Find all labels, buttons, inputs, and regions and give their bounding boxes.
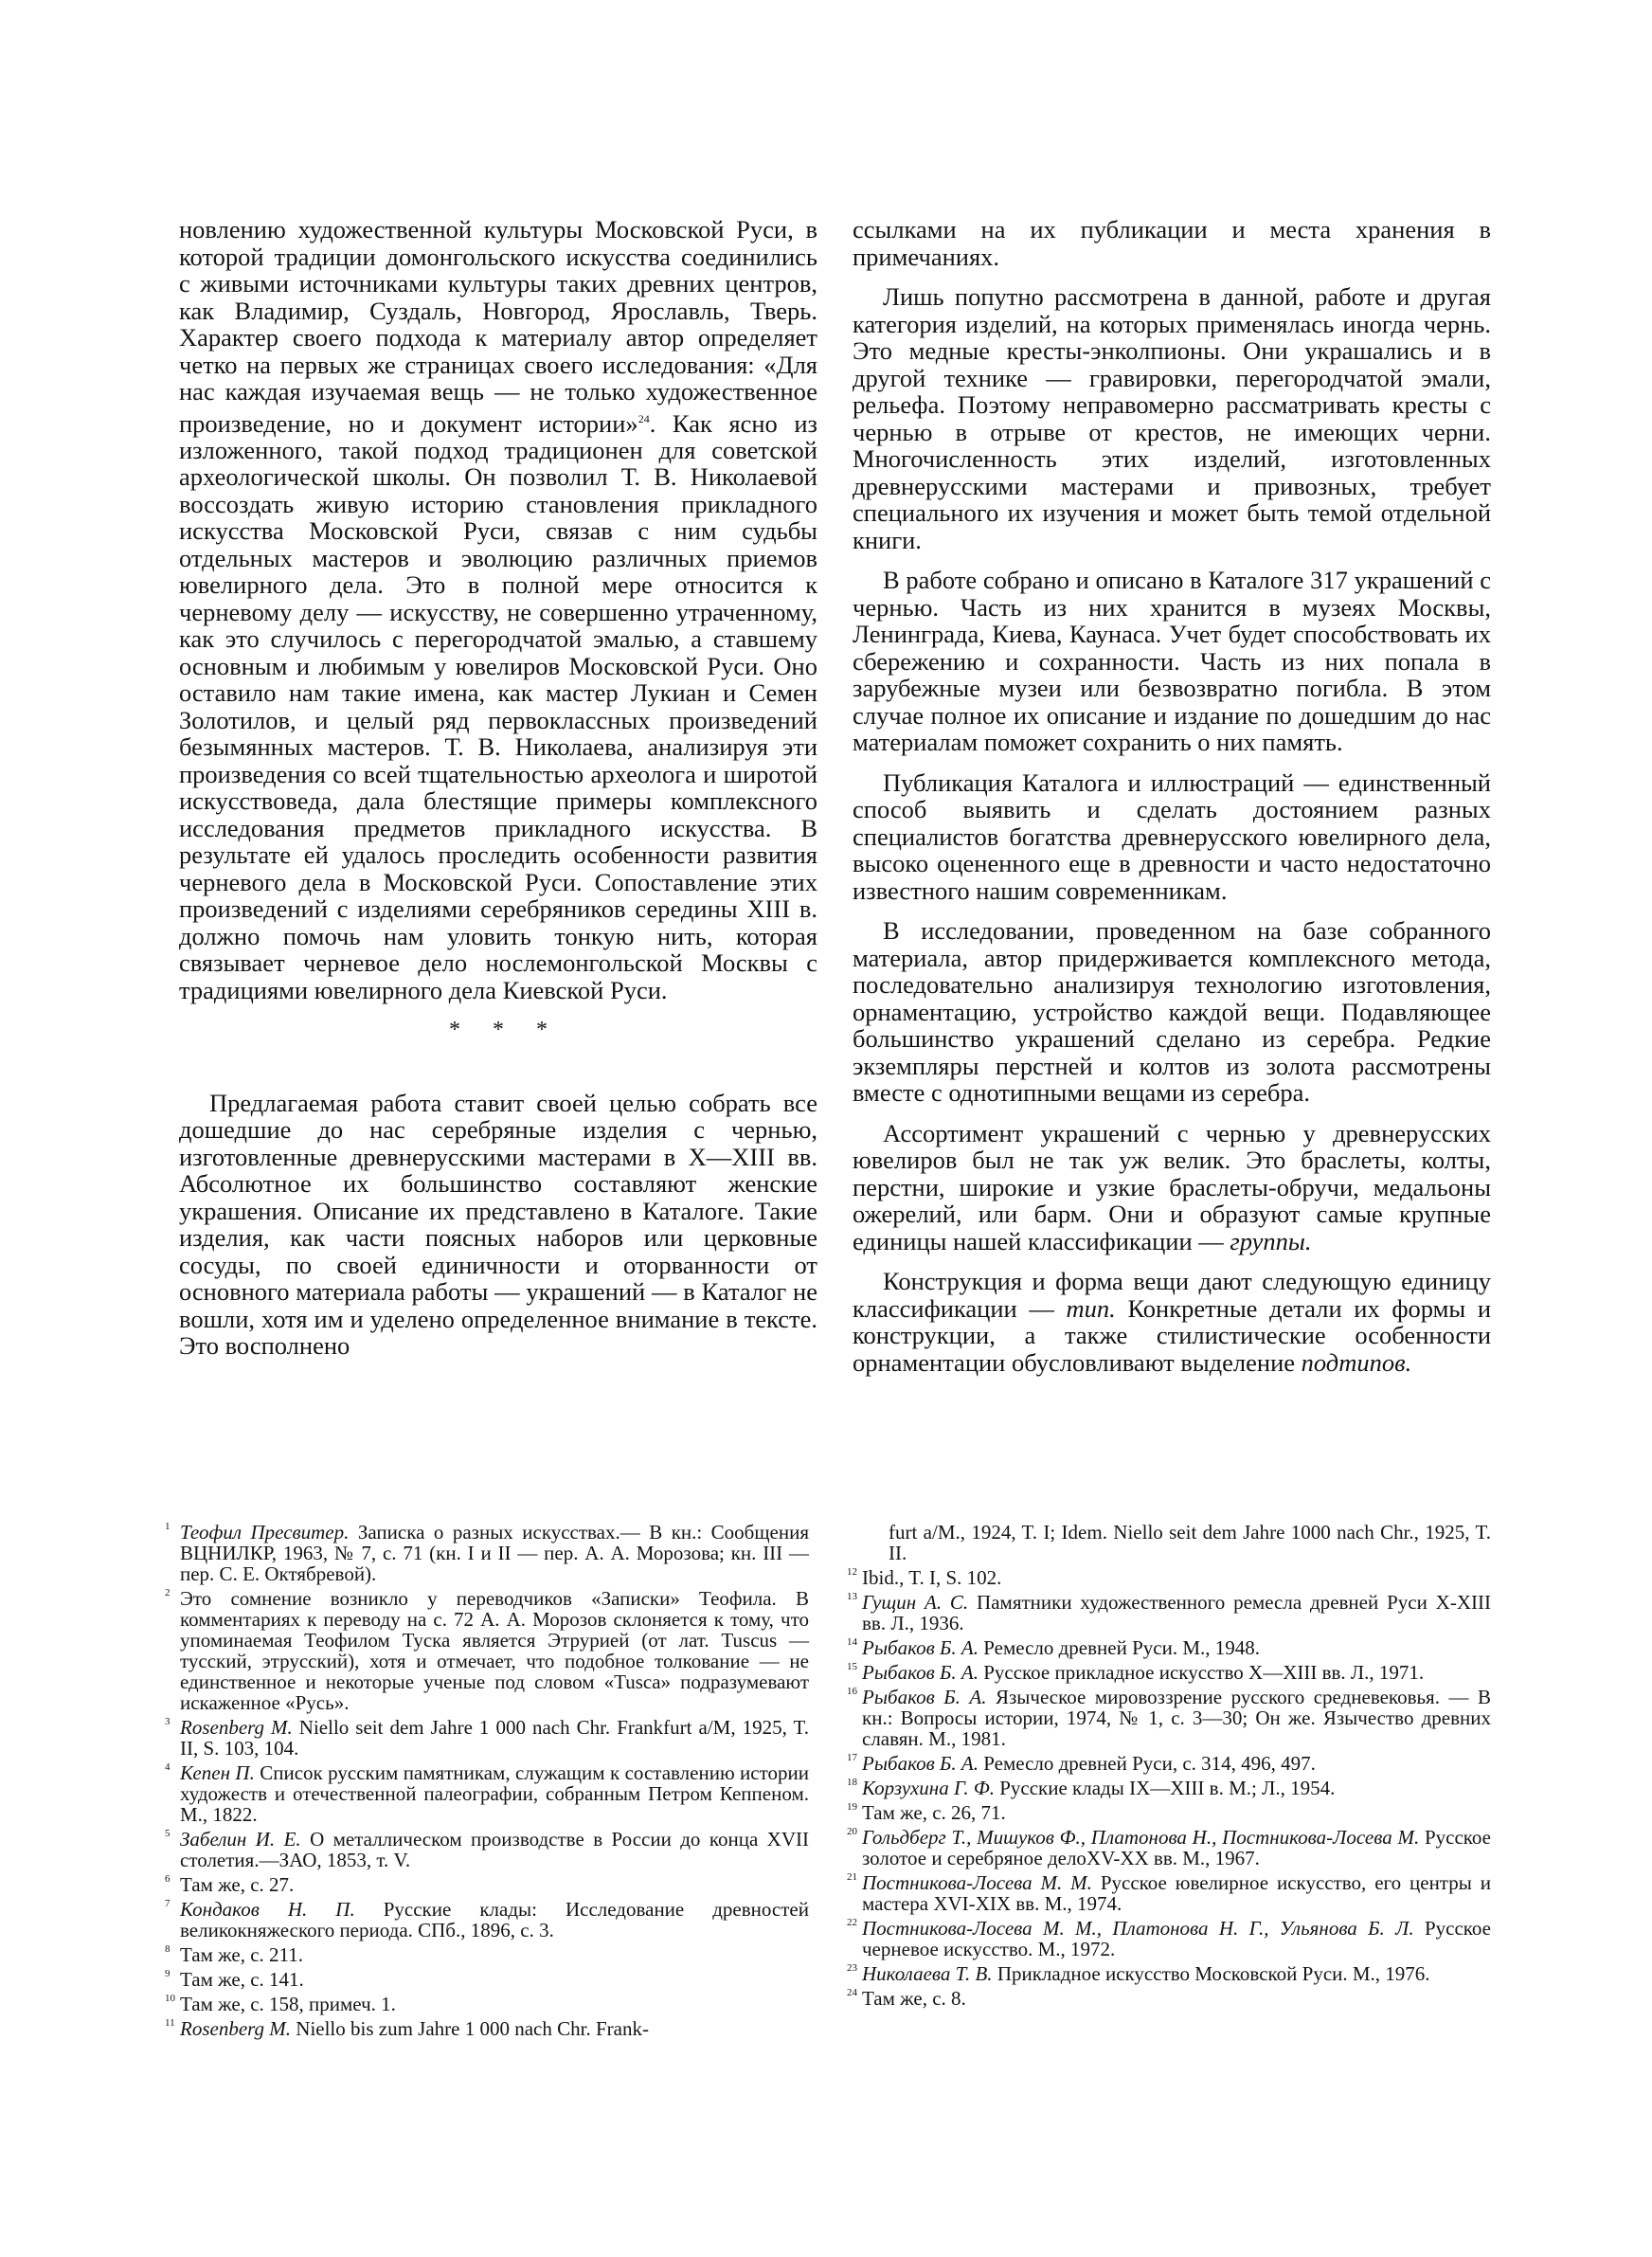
footnote-number: 2 bbox=[165, 1587, 171, 1598]
footnote-text: Русское золотое и серебряное делоXV-XX вв. М., 1967. bbox=[862, 1826, 1491, 1869]
footnote-text: Памятники художественного ремесла древней Руси X-XIII вв. Л., 1936. bbox=[862, 1591, 1491, 1634]
footnotes-right bbox=[847, 1521, 1491, 2013]
footnote-text: Русское прикладное искусство X—XIII вв. Л., 1971. bbox=[983, 1661, 1425, 1684]
footnote bbox=[165, 1943, 809, 1966]
footnote-number: 15 bbox=[847, 1661, 857, 1672]
footnote-text: Там же, с. 211. bbox=[180, 1943, 304, 1966]
term-gruppy: группы. bbox=[1230, 1226, 1312, 1255]
footnote bbox=[847, 1591, 1491, 1634]
footnote-text: furt a/M., 1924, T. I; Idem. Niello seit dem Jahre 1000 nach Chr., 1925, T. II. bbox=[889, 1521, 1491, 1564]
footnote-number: 11 bbox=[165, 2017, 175, 2029]
footnote-number: 8 bbox=[165, 1943, 171, 1955]
footnote-text: Русские клады IX—XIII в. М.; Л., 1954. bbox=[999, 1777, 1336, 1799]
right-paragraph-6: Ассортимент украшений с чернью у древнерусских ювелиров был не так уж велик. Это браслеты, колты, перстни, широкие и узкие браслеты-обручи, медальоны ожерелий, или барм. Они и образуют самые крупные единицы нашей классификации — группы. bbox=[853, 1118, 1491, 1255]
footnote bbox=[847, 1636, 1491, 1659]
right-paragraph-1: ссылками на их публикации и места хранения в примечаниях. bbox=[853, 215, 1491, 271]
footnote bbox=[847, 1871, 1491, 1915]
footnote bbox=[847, 1917, 1491, 1960]
footnote bbox=[847, 1801, 1491, 1824]
footnote-author: Постникова-Лосева М. М., Платонова Н. Г., Ульянова Б. Л. bbox=[862, 1917, 1425, 1940]
footnote bbox=[165, 2017, 809, 2040]
footnote bbox=[847, 1566, 1491, 1589]
footnote-text: Ремесло древней Руси. М., 1948. bbox=[983, 1636, 1261, 1659]
footnote-number: 13 bbox=[847, 1591, 857, 1602]
footnote-number: 4 bbox=[165, 1761, 171, 1773]
footnote bbox=[847, 1987, 1491, 2010]
footnote-author: Теофил Пресвитер. bbox=[180, 1521, 358, 1544]
right-paragraph-5: В исследовании, проведенном на базе собранного материала, автор придерживается комплексного метода, последовательно анализируя технологию изготовления, орнаментацию, устройство каждой вещи. Подавляющее большинство украшений сделано из серебра. Редкие экземпляры перстней и колтов из золота рассмотрены вместе с однотипными вещами из серебра. bbox=[853, 916, 1491, 1107]
left-paragraph-1: новлению художественной культуры Московской Руси, в которой традиции домонгольского искусства соединились с живыми источниками культуры таких древних центров, как Владимир, Суздаль, Новгород, Ярославль, Тверь. Характер своего подхода к материалу автор определяет четко на первых же страницах своего исследования: «Для нас каждая изучаемая вещь — не только художественное произведение, но и документ истории»$^{24}$. Как ясно из изложенного, такой подход традиционен для советской археологической школы. Он позволил Т. В. Николаевой воссоздать живую историю становления прикладного искусства Московской Руси, связав с ним судьбы отдельных мастеров и эволюцию различных приемов ювелирного дела. Это в полной мере относится к черневому делу — искусству, не совершенно утраченному, как это случилось с перегородчатой эмалью, а ставшему основным и любимым у ювелиров Московской Руси. Оно оставило нам такие имена, как мастер Лукиан и Семен Золотилов, и целый ряд первоклассных произведений безымянных мастеров. Т. В. Николаева, анализируя эти произведения со всей тщательностью археолога и широтой искусствоведа, дала блестящие примеры комплексного исследования предметов прикладного искусства. В результате ей удалось проследить особенности развития черневого дела в Московской Руси. Сопоставление этих произведений с изделиями серебряников середины XIII в. должно помочь нам уловить тонкую нить, которая связывает черневое дело нослемонгольской Москвы с традициями ювелирного дела Киевской Руси. bbox=[179, 215, 817, 1004]
footnote-number: 5 bbox=[165, 1828, 171, 1839]
footnote-number: 9 bbox=[165, 1968, 171, 1979]
footnote-number: 23 bbox=[847, 1962, 857, 1974]
footnotes-left bbox=[165, 1521, 809, 2043]
footnote-author: Гущин А. С. bbox=[862, 1591, 978, 1614]
footnote-text: Там же, с. 26, 71. bbox=[862, 1801, 1006, 1824]
footnote-author: Рыбаков Б. А. bbox=[862, 1686, 996, 1708]
footnote-text: Русские клады: Исследование древностей великокняжеского периода. СПб., 1896, с. 3. bbox=[180, 1898, 809, 1941]
footnote bbox=[165, 1898, 809, 1941]
footnote bbox=[165, 1873, 809, 1896]
footnote bbox=[847, 1752, 1491, 1775]
footnote-text: Языческое мировоззрение русского средневековья. — В кн.: Вопросы истории, 1974, № 1, с. 3—30; Он же. Язычество древних славян. М., 1981. bbox=[862, 1686, 1491, 1750]
footnote-text: О металлическом производстве в России до конца XVII столетия.—ЗАО, 1853, т. V. bbox=[180, 1828, 809, 1871]
footnote-ref-24[interactable]: 24 bbox=[637, 411, 650, 425]
left-paragraph-2: Предлагаемая работа ставит своей целью собрать все дошедшие до нас серебряные изделия с чернью, изготовленные древнерусскими мастерами в X—XIII вв. Абсолютное их большинство составляют женские украшения. Описание их представлено в Каталоге. Такие изделия, как части поясных наборов или церковные сосуды, по своей единичности и оторванности от основного материала работы — украшений — в Каталог не вошли, хотя им и уделено определенное внимание в тексте. Это восполнено bbox=[179, 1088, 817, 1361]
term-podtipov: подтипов. bbox=[1301, 1347, 1412, 1377]
footnote-author: Гольдберг Т., Мишуков Ф., Платонова Н., Постникова-Лосева М. bbox=[862, 1826, 1425, 1849]
footnote-number: 3 bbox=[165, 1716, 171, 1727]
footnote-text: Там же, с. 27. bbox=[180, 1873, 295, 1896]
term-tip: тип. bbox=[1066, 1293, 1116, 1323]
footnote bbox=[165, 1761, 809, 1826]
footnote bbox=[165, 1521, 809, 1585]
footnote-author: Постникова-Лосева М. М. bbox=[862, 1871, 1101, 1894]
footnote-text: Там же, с. 158, примеч. 1. bbox=[180, 1993, 396, 2015]
footnote bbox=[847, 1661, 1491, 1684]
right-paragraph-2: Лишь попутно рассмотрена в данной, работе и другая категория изделий, на которых применялась иногда чернь. Это медные кресты-энколпионы. Они украшались и в другой технике — гравировки, перегородчатой эмали, рельефа. Поэтому неправомерно рассматривать кресты с чернью в отрыве от крестов, не имеющих черни. Многочисленность этих изделий, изготовленных древнерусскими мастерами и привозных, требует специального их изучения и может быть темой отдельной книги. bbox=[853, 282, 1491, 554]
footnote bbox=[165, 1716, 809, 1760]
footnote-text: Русское ювелирное искусство, его центры и мастера XVI-XIX вв. М., 1974. bbox=[862, 1871, 1491, 1915]
footnote-number: 21 bbox=[847, 1871, 857, 1883]
footnote-text: Записка о разных искусствах.— В кн.: Сообщения ВЦНИЛКР, 1963, № 7, с. 71 (кн. I и II — пер. А. А. Морозова; кн. III — пер. С. Е. Октябревой). bbox=[180, 1521, 809, 1585]
footnote-text: Там же, с. 8. bbox=[862, 1987, 966, 2010]
footnote-author: Рыбаков Б. А. bbox=[862, 1661, 984, 1684]
footnote-number: 18 bbox=[847, 1777, 857, 1788]
footnote bbox=[847, 1686, 1491, 1750]
footnote bbox=[165, 1968, 809, 1991]
footnote-author: Николаева Т. В. bbox=[862, 1962, 997, 1985]
footnote-number: 22 bbox=[847, 1917, 857, 1928]
footnote bbox=[165, 1828, 809, 1871]
footnote-author: Rosenberg M. bbox=[180, 2017, 296, 2040]
footnote-text: Список русским памятникам, служащим к составлению истории художеств и отечественной палеографии, собранным Петром Кеппеном. М., 1822. bbox=[180, 1761, 809, 1826]
footnote bbox=[847, 1962, 1491, 1985]
right-paragraph-7: Конструкция и форма вещи дают следующую единицу классификации — тип. Конкретные детали их формы и конструкции, а также стилистические особенности орнаментации обусловливают выделение подтипов. bbox=[853, 1267, 1492, 1377]
footnote-author: Rosenberg M. bbox=[180, 1716, 299, 1739]
footnote bbox=[847, 1826, 1491, 1869]
section-divider: * * * bbox=[449, 1018, 561, 1043]
footnote-text: Это сомнение возникло у переводчиков «Записки» Теофила. В комментариях к переводу на с. 72 А. А. Морозов склоняется к тому, что упоминаемая Теофилом Туска является Этрурией (от лат. Tuscus — тусский, этрусский), хотя и отмечает, что подобное толкование — не единственное и некоторые ученые под словом «Tusca» подразумевают искаженное «Русь». bbox=[180, 1587, 809, 1714]
footnote-text: Ремесло древней Руси, с. 314, 496, 497. bbox=[983, 1752, 1316, 1775]
footnote-number: 17 bbox=[847, 1752, 857, 1763]
footnote-number: 10 bbox=[165, 1993, 175, 2004]
footnote-author: Забелин И. Е. bbox=[180, 1828, 311, 1851]
footnote-text: Niello bis zum Jahre 1 000 nach Chr. Frank- bbox=[296, 2017, 649, 2040]
footnote-author: Кепен П. bbox=[180, 1761, 260, 1784]
footnote-text: Ibid., T. I, S. 102. bbox=[862, 1566, 1002, 1589]
right-paragraph-3: В работе собрано и описано в Каталоге 317 украшений с чернью. Часть из них хранится в музеях Москвы, Ленинграда, Киева, Каунаса. Учет будет способствовать их сбережению и сохранности. Часть из них попала в зарубежные музеи или безвозвратно погибла. В этом случае полное их описание и издание по дошедшим до нас материалам поможет сохранить о них память. bbox=[853, 566, 1491, 756]
footnote-number: 16 bbox=[847, 1686, 857, 1697]
footnote-number: 20 bbox=[847, 1826, 857, 1837]
footnote bbox=[165, 1587, 809, 1714]
left-text-column bbox=[179, 216, 817, 1373]
footnote bbox=[851, 1522, 1491, 1563]
footnote-number: 12 bbox=[847, 1566, 857, 1578]
footnote-number: 24 bbox=[847, 1987, 857, 1998]
footnote-author: Рыбаков Б. А. bbox=[862, 1636, 984, 1659]
footnote-number: 7 bbox=[165, 1898, 171, 1909]
footnote-text: Русское черневое искусство. М., 1972. bbox=[862, 1917, 1491, 1960]
footnote-text: Прикладное искусство Московской Руси. М., 1976. bbox=[997, 1962, 1430, 1985]
footnote-author: Кондаков Н. П. bbox=[180, 1898, 384, 1921]
footnote bbox=[847, 1777, 1491, 1799]
footnote-text: Niello seit dem Jahre 1 000 nach Chr. Frankfurt a/M, 1925, T. II, S. 103, 104. bbox=[180, 1716, 809, 1760]
right-text-column bbox=[853, 216, 1491, 1389]
footnote bbox=[165, 1993, 809, 2015]
footnote-number: 14 bbox=[847, 1636, 857, 1648]
footnote-author: Рыбаков Б. А. bbox=[862, 1752, 984, 1775]
footnote-text: Там же, с. 141. bbox=[180, 1968, 304, 1991]
footnote-author: Корзухина Г. Ф. bbox=[862, 1777, 1000, 1799]
footnote-number: 19 bbox=[847, 1801, 857, 1813]
right-paragraph-4: Публикация Каталога и иллюстраций — единственный способ выявить и сделать достоянием разных специалистов богатства древнерусского ювелирного дела, высоко оцененного еще в древности и часто недостаточно известного нашим современникам. bbox=[853, 767, 1491, 905]
footnote-number: 1 bbox=[165, 1521, 171, 1532]
footnote-number: 6 bbox=[165, 1873, 171, 1885]
